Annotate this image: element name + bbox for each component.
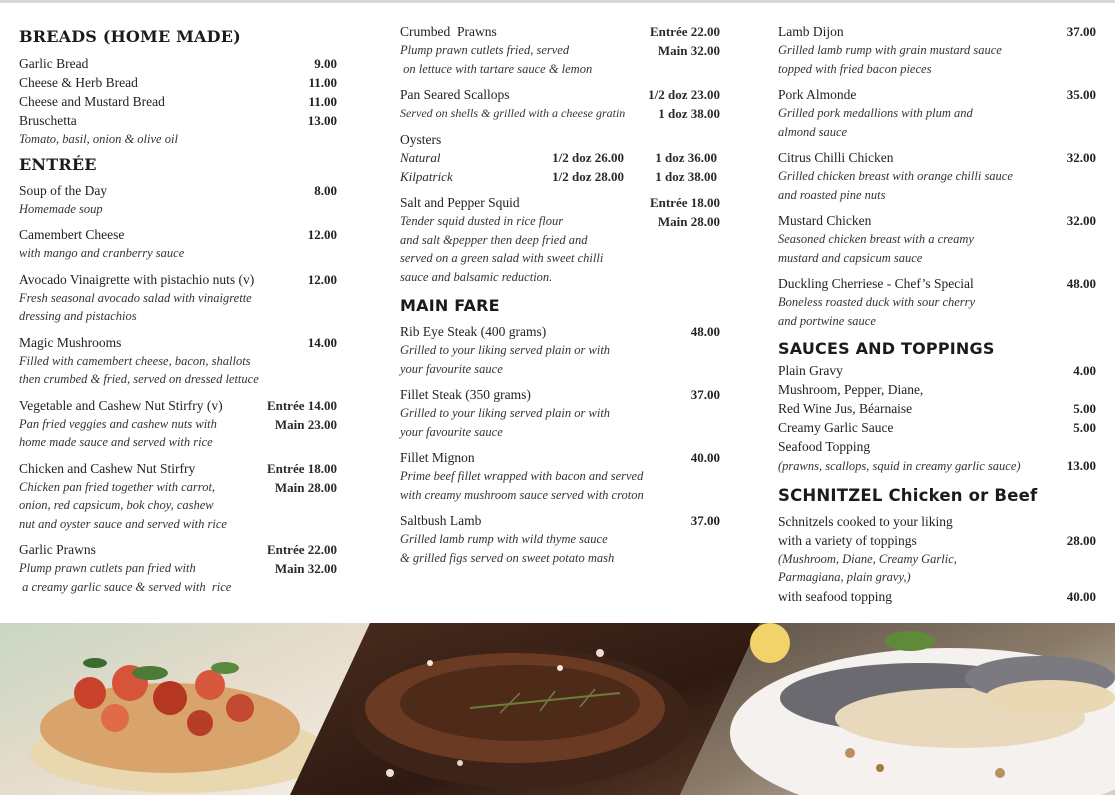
item-description: served on a green salad with sweet chilli bbox=[400, 251, 604, 265]
steak-photo bbox=[290, 623, 760, 795]
item-description: Tender squid dusted in rice flour bbox=[400, 214, 564, 228]
menu-item bbox=[400, 385, 720, 441]
item-name: Oysters bbox=[400, 132, 442, 147]
menu-item bbox=[778, 587, 1096, 606]
item-description: your favourite sauce bbox=[400, 361, 503, 376]
menu-item bbox=[400, 130, 720, 186]
item-description: Prime beef fillet wrapped with bacon and served bbox=[400, 469, 644, 483]
item-name: Soup of the Day bbox=[19, 182, 108, 198]
item-name: Avocado Vinaigrette with pistachio nuts (v) bbox=[19, 271, 255, 287]
item-name: Saltbush Lamb bbox=[400, 513, 482, 528]
top-border bbox=[0, 0, 1115, 3]
item-description: Boneless roasted duck with sour cherry bbox=[778, 295, 976, 309]
item-description: Grilled to your liking served plain or with bbox=[400, 343, 611, 357]
menu-item bbox=[19, 225, 337, 263]
item-description: sauce and balsamic reduction. bbox=[400, 269, 553, 284]
oyster-row bbox=[400, 168, 720, 187]
item-description: a creamy garlic sauce & served with rice bbox=[19, 579, 232, 594]
menu-item bbox=[400, 85, 720, 123]
item-price: 1/2 doz 28.00 bbox=[552, 168, 624, 184]
item-price: 32.00 bbox=[1066, 213, 1096, 228]
item-price: 48.00 bbox=[1066, 276, 1096, 291]
item-description: Grilled chicken breast with orange chilli sauce bbox=[778, 169, 1013, 183]
menu-item bbox=[778, 380, 1096, 399]
menu-item bbox=[778, 418, 1096, 437]
item-description: Filled with camembert cheese, bacon, shallots bbox=[19, 353, 251, 368]
item-name: Red Wine Jus, Béarnaise bbox=[778, 401, 913, 416]
item-price: 1 doz 38.00 bbox=[655, 168, 717, 184]
food-photos bbox=[0, 623, 1115, 795]
menu-column-left bbox=[19, 22, 337, 603]
menu-item bbox=[778, 85, 1096, 141]
item-name: Crumbed Prawns bbox=[400, 24, 497, 39]
item-name: Mustard Chicken bbox=[778, 213, 872, 228]
item-price: 14.00 bbox=[307, 334, 337, 350]
item-description: (Mushroom, Diane, Creamy Garlic, bbox=[778, 551, 957, 566]
item-description: & grilled figs served on sweet potato mash bbox=[400, 550, 615, 565]
item-name: Duckling Cherriese - Chef’s Special bbox=[778, 276, 974, 291]
menu-item bbox=[778, 456, 1096, 476]
item-description: Pan fried veggies and cashew nuts with bbox=[19, 416, 217, 431]
item-description: home made sauce and served with rice bbox=[19, 435, 213, 449]
item-price: Main 32.00 bbox=[274, 561, 337, 576]
item-description: Served on shells & grilled with a cheese gratin bbox=[400, 106, 626, 120]
menu-item bbox=[19, 540, 337, 596]
menu-item bbox=[778, 148, 1096, 204]
item-name: Cheese and Mustard Bread bbox=[19, 94, 165, 109]
item-description: Grilled to your liking served plain or with bbox=[400, 406, 611, 420]
item-price: 32.00 bbox=[1066, 150, 1096, 165]
oyster-name: Kilpatrick bbox=[400, 168, 453, 184]
item-price: 5.00 bbox=[1073, 401, 1096, 416]
menu-column-middle bbox=[400, 22, 720, 574]
menu-item bbox=[400, 511, 720, 567]
item-description: topped with fried bacon pieces bbox=[778, 61, 932, 76]
menu-item bbox=[19, 54, 337, 73]
menu-item bbox=[400, 448, 720, 504]
menu-item bbox=[19, 181, 337, 219]
item-price: 28.00 bbox=[1066, 532, 1096, 548]
item-price: Entrée 18.00 bbox=[266, 460, 337, 476]
item-price: 4.00 bbox=[1073, 363, 1096, 378]
item-price: Main 28.00 bbox=[274, 479, 337, 495]
item-price: Main 32.00 bbox=[657, 43, 720, 58]
item-description: Plump prawn cutlets pan fried with bbox=[19, 561, 196, 575]
item-price: 1 doz 36.00 bbox=[655, 150, 717, 165]
item-price: 37.00 bbox=[690, 513, 720, 528]
menu-item bbox=[19, 111, 337, 130]
item-description: nut and oyster sauce and served with rice bbox=[19, 516, 227, 531]
menu-item bbox=[400, 322, 720, 378]
menu-item bbox=[778, 211, 1096, 267]
menu-item bbox=[19, 92, 337, 111]
item-price: 48.00 bbox=[690, 324, 720, 339]
item-price: 1/2 doz 26.00 bbox=[552, 150, 624, 165]
item-price: 12.00 bbox=[307, 227, 337, 242]
item-price: 13.00 bbox=[307, 113, 337, 128]
item-price: 1/2 doz 23.00 bbox=[648, 87, 720, 102]
menu-item bbox=[778, 399, 1096, 418]
menu-item bbox=[19, 396, 337, 452]
item-price: 11.00 bbox=[308, 75, 337, 90]
item-description: then crumbed & fried, served on dressed lettuce bbox=[19, 372, 259, 386]
item-price: 9.00 bbox=[314, 56, 337, 71]
item-description: Parmagiana, plain gravy,) bbox=[778, 570, 911, 584]
item-name: Schnitzels cooked to your liking bbox=[778, 513, 953, 529]
item-price: 40.00 bbox=[1066, 588, 1096, 604]
menu-item bbox=[778, 274, 1096, 330]
item-description: (prawns, scallops, squid in creamy garlic sauce) bbox=[778, 459, 1021, 473]
menu-item bbox=[778, 22, 1096, 78]
item-description: with mango and cranberry sauce bbox=[19, 246, 185, 260]
item-description: Grilled lamb rump with wild thyme sauce bbox=[400, 532, 608, 546]
sauces-heading: SAUCES AND TOPPINGS bbox=[778, 339, 995, 358]
schnitzel-heading: SCHNITZEL Chicken or Beef bbox=[778, 485, 1038, 505]
item-name: Fillet Mignon bbox=[400, 450, 475, 465]
item-name: Plain Gravy bbox=[778, 363, 843, 378]
item-description: Grilled pork medallions with plum and bbox=[778, 106, 973, 120]
item-name: Cheese & Herb Bread bbox=[19, 75, 138, 90]
item-name: Pork Almonde bbox=[778, 87, 857, 102]
item-description: and salt &pepper then deep fried and bbox=[400, 232, 588, 247]
item-description: Grilled lamb rump with grain mustard sauce bbox=[778, 43, 1002, 57]
item-price: 13.00 bbox=[1066, 458, 1096, 473]
menu-item bbox=[778, 531, 1096, 550]
item-description: and roasted pine nuts bbox=[778, 187, 886, 202]
item-name: Garlic Prawns bbox=[19, 542, 96, 557]
item-price: 37.00 bbox=[1066, 24, 1096, 39]
item-description: with creamy mushroom sauce served with croton bbox=[400, 487, 644, 502]
item-price: 12.00 bbox=[307, 271, 337, 287]
item-description: Fresh seasonal avocado salad with vinaigrette bbox=[19, 290, 252, 305]
oyster-row bbox=[400, 149, 720, 168]
main-fare-heading: MAIN FARE bbox=[400, 296, 500, 315]
item-description: onion, red capsicum, bok choy, cashew bbox=[19, 498, 214, 512]
item-description: Plump prawn cutlets fried, served bbox=[400, 43, 570, 57]
item-description: Homemade soup bbox=[19, 201, 103, 216]
oyster-name: Natural bbox=[400, 150, 441, 165]
item-name: Camembert Cheese bbox=[19, 227, 125, 242]
item-description: dressing and pistachios bbox=[19, 309, 137, 323]
item-price: Entrée 22.00 bbox=[266, 542, 337, 557]
item-description: on lettuce with tartare sauce & lemon bbox=[400, 61, 593, 76]
menu-item bbox=[400, 193, 720, 286]
item-description: Chicken pan fried together with carrot, bbox=[19, 479, 216, 494]
item-name: with a variety of toppings bbox=[778, 532, 917, 548]
item-name: Rib Eye Steak (400 grams) bbox=[400, 324, 547, 339]
item-name: Citrus Chilli Chicken bbox=[778, 150, 894, 165]
item-name: Mushroom, Pepper, Diane, bbox=[778, 382, 924, 397]
item-name: Chicken and Cashew Nut Stirfry bbox=[19, 460, 196, 476]
item-name: Lamb Dijon bbox=[778, 24, 844, 39]
item-price: Entrée 18.00 bbox=[649, 195, 720, 210]
item-price: Entrée 14.00 bbox=[266, 397, 337, 413]
menu-item bbox=[778, 437, 1096, 456]
menu-item bbox=[19, 459, 337, 534]
item-description: mustard and capsicum sauce bbox=[778, 250, 923, 265]
item-description: your favourite sauce bbox=[400, 424, 503, 439]
item-name: Salt and Pepper Squid bbox=[400, 195, 520, 210]
breads-heading: BREADS (HOME MADE) bbox=[19, 27, 241, 46]
item-name: Creamy Garlic Sauce bbox=[778, 420, 894, 435]
item-name: Magic Mushrooms bbox=[19, 334, 122, 350]
item-price: 40.00 bbox=[690, 450, 720, 465]
menu-item bbox=[778, 361, 1096, 380]
item-name: Seafood Topping bbox=[778, 439, 871, 454]
menu-item bbox=[778, 512, 1096, 531]
menu-column-right bbox=[778, 22, 1096, 606]
item-description: and portwine sauce bbox=[778, 313, 876, 328]
item-price: 1 doz 38.00 bbox=[658, 106, 720, 121]
item-name: Fillet Steak (350 grams) bbox=[400, 387, 531, 402]
item-name: Bruschetta bbox=[19, 113, 77, 128]
item-price: Main 23.00 bbox=[274, 416, 337, 432]
food-photo-strip bbox=[0, 623, 1115, 795]
item-price: 35.00 bbox=[1066, 87, 1096, 102]
item-price: Entrée 22.00 bbox=[649, 24, 720, 39]
menu-item bbox=[19, 73, 337, 92]
item-price: 8.00 bbox=[314, 182, 337, 198]
menu-item bbox=[19, 270, 337, 326]
item-name: Garlic Bread bbox=[19, 56, 89, 71]
item-name: with seafood topping bbox=[778, 588, 892, 604]
item-name: Vegetable and Cashew Nut Stirfry (v) bbox=[19, 397, 223, 413]
menu-item bbox=[19, 333, 337, 389]
entree-heading: ENTRÉE bbox=[19, 154, 97, 174]
menu-item bbox=[400, 22, 720, 78]
item-description: Tomato, basil, onion & olive oil bbox=[19, 132, 178, 146]
item-description: Seasoned chicken breast with a creamy bbox=[778, 232, 974, 246]
item-price: 5.00 bbox=[1073, 420, 1096, 435]
item-description: almond sauce bbox=[778, 124, 848, 139]
item-price: 37.00 bbox=[690, 387, 720, 402]
item-price: Main 28.00 bbox=[657, 214, 720, 229]
item-price: 11.00 bbox=[308, 94, 337, 109]
item-name: Pan Seared Scallops bbox=[400, 87, 510, 102]
